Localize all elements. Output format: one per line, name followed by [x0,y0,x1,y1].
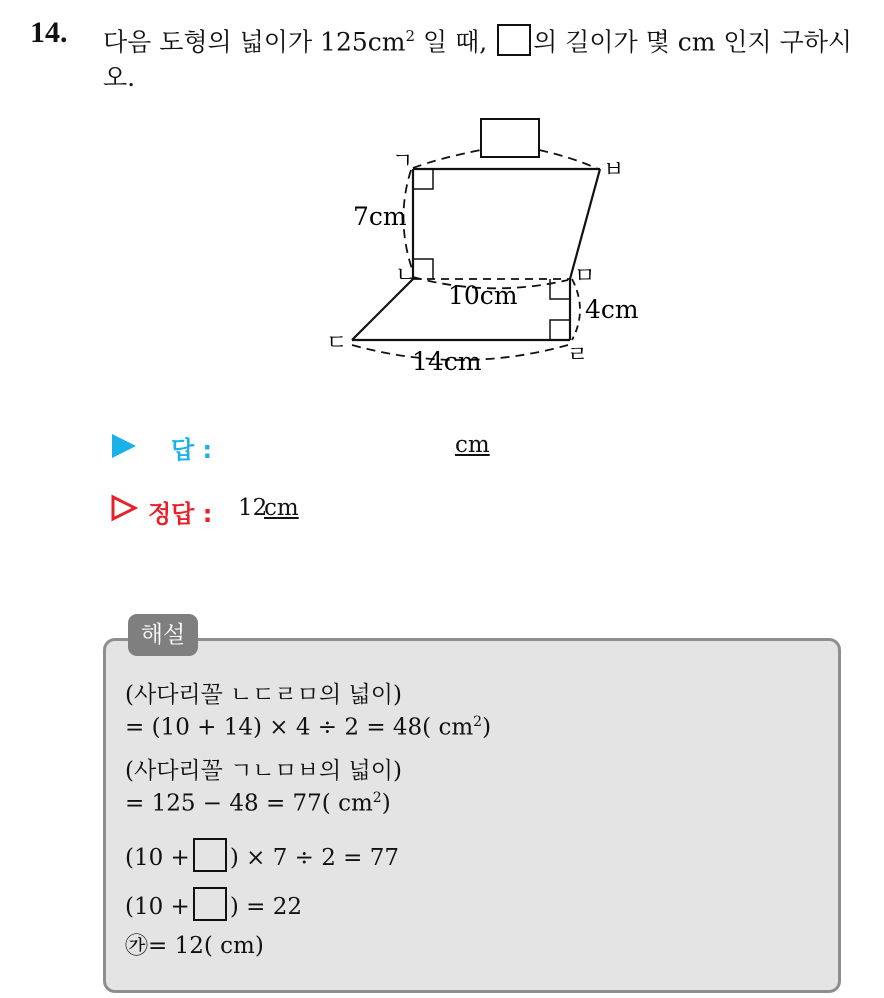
solution-line-4 [125,790,391,817]
right-angle-mark-giyeok [413,169,433,189]
top-left-dimension-arc [413,150,481,168]
solution-line-1: (사다리꼴 ㄴㄷㄹㅁ의 넓이) [125,682,402,708]
question-number: 14. [30,16,68,49]
solution-title: 해설 [128,614,198,656]
play-triangle-icon [110,432,138,460]
edge-nieun-digeut [352,279,413,340]
question-text-part3: 의 길이가 몇 cm 인지 구하시 [533,27,853,57]
solution-line-4-close: ) [381,790,391,817]
vertex-label-mieum: ㅁ [574,264,596,289]
solution-line-2-text: = (10 + 14) × 4 ÷ 2 = 48( cm [125,714,474,741]
solution-line-2-exp: 2 [473,714,483,730]
area-exponent: 2 [405,27,416,45]
area-unit: cm [367,27,406,57]
solution-line-5-b: ) × 7 ÷ 2 = 77 [229,845,400,871]
solution-line-4-exp: 2 [372,790,382,806]
question-text-part1: 다음 도형의 넓이가 125 [103,27,368,57]
solution-blank-box-icon [193,838,227,872]
vertex-label-digeut: ㄷ [326,331,348,356]
solution-line-6-b: ) = 22 [229,894,302,920]
correct-answer-unit: cm [264,495,299,521]
answer-label: 답 : [171,436,213,464]
vertex-label-nieun: ㄴ [395,263,417,288]
top-right-dimension-arc [539,150,600,170]
edge-bieup-mieum [570,169,600,279]
solution-line-6 [125,887,302,921]
question-text-line2: 오. [103,63,136,93]
solution-line-5 [125,838,399,872]
solution-line-7: ㉮= 12( cm) [125,933,264,959]
dimension-label-4cm: 4cm [585,295,639,324]
correct-answer-label: 정답 : [148,500,213,528]
right-angle-mark-mieum [550,279,570,299]
solution-line-2-close: ) [482,714,492,741]
solution-line-6-a: (10 + [125,894,190,920]
question-text-part2: 일 때, [415,27,488,57]
vertex-label-rieul: ㄹ [567,343,589,368]
correct-answer-value: 12 [238,495,268,521]
vertex-label-giyeok: ㄱ [392,149,414,174]
dimension-label-14cm: 14cm [412,347,482,376]
solution-line-2 [125,714,491,741]
outline-triangle-icon [110,494,138,522]
vertex-label-bieup: ㅂ [603,158,625,183]
dimension-label-10cm: 10cm [448,281,518,310]
trapezoid-figure [0,0,884,420]
solution-line-5-a: (10 + [125,845,190,871]
answer-unit: cm [455,432,490,458]
right-angle-mark-rieul [550,320,570,340]
unknown-length-box [481,119,539,157]
solution-line-3: (사다리꼴 ㄱㄴㅁㅂ의 넓이) [125,758,402,784]
solution-line-4-text: = 125 − 48 = 77( cm [125,790,373,817]
solution-blank-box-icon [193,887,227,921]
dimension-label-7cm: 7cm [353,202,407,231]
